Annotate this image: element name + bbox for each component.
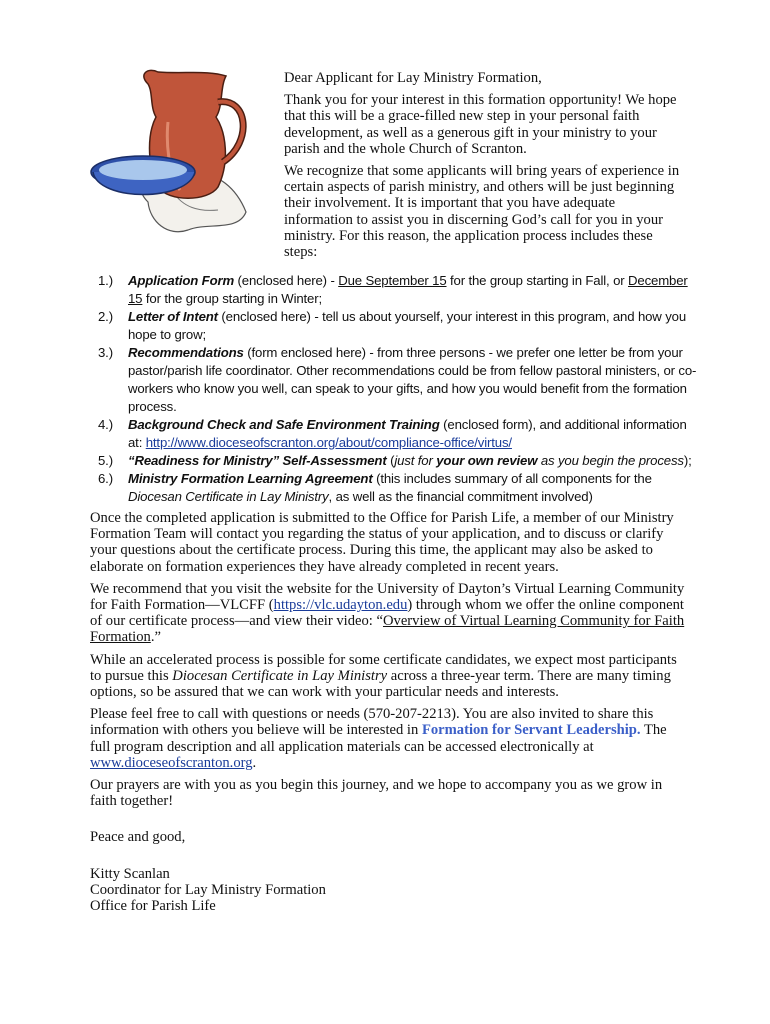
step-number: 5.) [98,453,113,468]
step-text: (this includes summary of all components for the [372,471,652,486]
diocese-website-link[interactable]: www.dioceseofscranton.org [90,754,253,771]
video-link[interactable]: Overview of Virtual Learning Community for Faith Formation [90,613,685,646]
virtus-link[interactable]: http://www.dioceseofscranton.org/about/compliance-office/virtus/ [145,435,512,450]
step-text: as you begin the process [537,453,684,468]
paragraph-text: The full program description and all application materials can be accessed electronically at [90,722,667,755]
step-title: Ministry Formation Learning Agreement [128,471,373,486]
paragraph-text: across a three-year term. There are many timing options, so be assured that we can work with your particular needs and interests. [90,667,671,701]
step-emphasis: Diocesan Certificate in Lay Ministry [128,489,329,504]
step-text: for the group starting in Fall, or [446,273,629,288]
step-number: 2.) [98,309,113,324]
step-text: (enclosed here) - tell us about yourself, your interest in this program, and how you hope to grow; [128,309,687,342]
list-item [98,344,698,416]
step-title: “Readiness for Ministry” Self-Assessment [128,453,387,468]
application-steps-list [98,272,698,506]
list-item [98,416,698,452]
paragraph-text: .” [150,629,161,646]
step-text: (enclosed form), and additional information at: [128,417,687,450]
certificate-name: Diocesan Certificate in Lay Ministry [172,667,388,684]
paragraph-text: Please feel free to call with questions or needs (570-207-2213). You are also invited to share this information with others you believe will be interested in [90,706,654,739]
signature-title: Coordinator for Lay Ministry Formation [90,881,326,898]
vlcff-link[interactable]: https://vlc.udayton.edu [273,597,408,614]
list-item [98,470,698,506]
paragraph-text: We recommend that you visit the website for the University of Dayton’s Virtual Learning Community for Faith Formation—VLCFF ( [90,580,685,614]
paragraph-vlcff [90,581,690,646]
step-text: ( [386,453,395,468]
paragraph-application-review: Once the completed application is submitted to the Office for Parish Life, a member of our Ministry Formation Team will contact you regarding the status of your application, and to discuss or clarify your questions about the certificate process. During this time, the applicant may also be asked to elaborate on formation experiences they have already completed in recent years. [90,510,674,575]
program-name: Formation for Servant Leadership. [421,722,641,739]
step-emphasis: your own review [436,453,538,468]
due-date-fall: Due September 15 [338,273,447,288]
pitcher-and-bowl-icon [88,62,263,237]
list-item [98,308,698,344]
step-text: just for [394,453,437,468]
step-text: , as well as the financial commitment involved) [328,489,593,504]
signature-block [90,866,690,915]
step-text: ); [683,453,692,468]
step-number: 1.) [98,273,113,288]
step-number: 4.) [98,417,113,432]
step-number: 6.) [98,471,113,486]
paragraph-timing [90,652,690,701]
step-title: Background Check and Safe Environment Training [128,417,440,432]
list-item [98,272,698,308]
paragraph-text: ) through whom we offer the online component of our certificate process—and view their video: “ [90,597,684,630]
paragraph-prayers: Our prayers are with you as you begin this journey, and we hope to accompany you as we grow in faith together! [90,777,663,810]
closing: Peace and good, [90,829,186,846]
signature-office: Office for Parish Life [90,898,216,915]
step-text: for the group starting in Winter; [142,291,322,306]
step-text: (enclosed here) - [234,273,339,288]
greeting: Dear Applicant for Lay Ministry Formation, [284,70,542,86]
step-text: (form enclosed here) - from three persons - we prefer one letter be from your pastor/parish life coordinator. Other recommendations could be from fellow pastoral ministers, or co-workers who know you well, can speak to your gifts, and how you would benefit from the formation process. [128,345,697,414]
step-number: 3.) [98,345,113,360]
list-item [98,452,698,470]
step-title: Application Form [128,273,235,288]
due-date-winter: December 15 [128,273,688,306]
step-title: Recommendations [128,345,244,360]
paragraph-text: While an accelerated process is possible for some certificate candidates, we expect most participants to pursue this [90,651,677,684]
step-title: Letter of Intent [128,309,218,324]
paragraph-text: . [252,754,257,771]
paragraph-contact [90,706,690,771]
signature-name: Kitty Scanlan [90,865,170,882]
intro-paragraph-2: We recognize that some applicants will bring years of experience in certain aspects of parish ministry, and others will be just beginning their involvement. It is important that you have adequate information to assist you in discerning God’s call for you in your ministry. For this reason, the application process includes these steps: [284,163,680,261]
intro-paragraph-1: Thank you for your interest in this formation opportunity! We hope that this will be a grace-filled new step in your personal faith development, as well as a generous gift in your ministry to your parish and the whole Church of Scranton. [284,92,677,157]
